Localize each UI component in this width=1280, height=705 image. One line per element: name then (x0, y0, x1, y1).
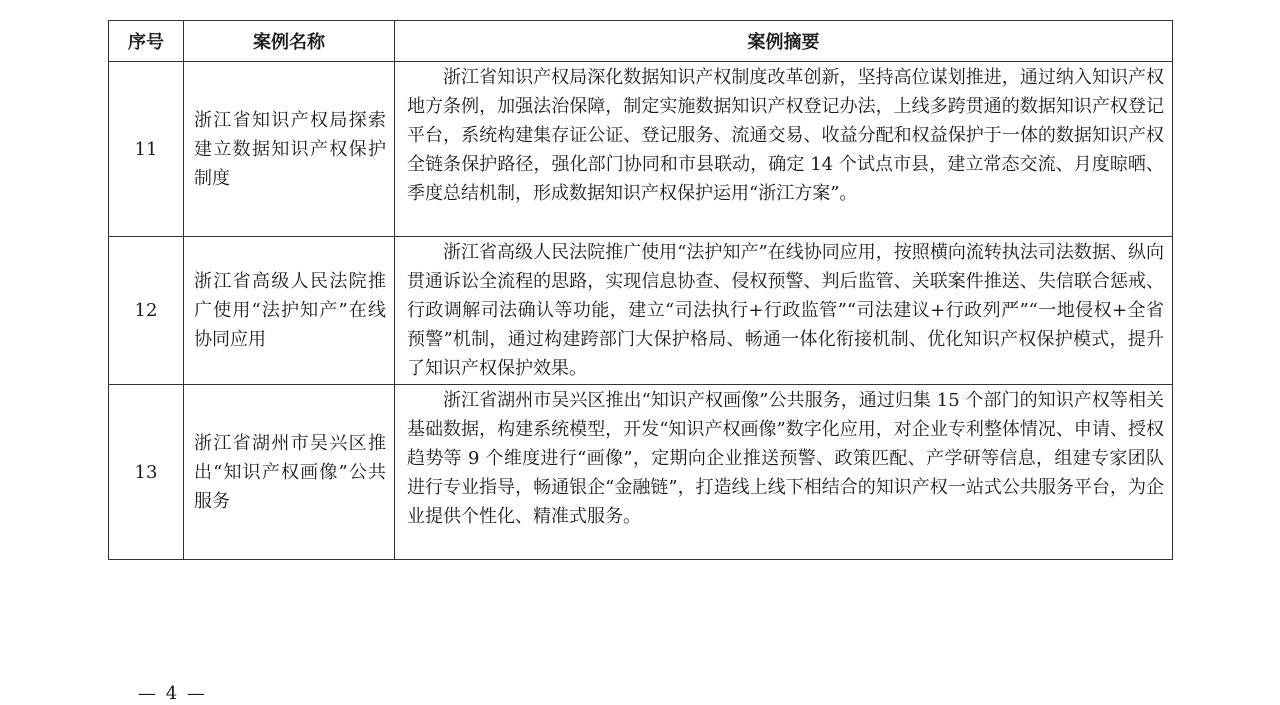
table-row (109, 385, 1173, 560)
row-number: 11 (109, 62, 184, 237)
row-number: 12 (109, 237, 184, 385)
header-case-summary: 案例摘要 (395, 21, 1173, 62)
row-case-name: 浙江省湖州市吴兴区推出“知识产权画像”公共服务 (184, 385, 395, 560)
row-case-name: 浙江省知识产权局探索建立数据知识产权保护制度 (184, 62, 395, 237)
row-case-summary: 浙江省湖州市吴兴区推出“知识产权画像”公共服务，通过归集 15 个部门的知识产权等相关基础数据，构建系统模型，开发“知识产权画像”数字化应用，对企业专利整体情况、申请、授权趋势等 9 个维度进行“画像”，定期向企业推送预警、政策匹配、产学研等信息，组建专家团队进行专业指导，畅通银企“金融链”，打造线上线下相结合的知识产权一站式公共服务平台，为企业提供个性化、精准式服务。 (395, 385, 1173, 560)
case-table (108, 20, 1173, 560)
page-number: — 4 — (138, 683, 207, 704)
table-row (109, 237, 1173, 385)
table-header-row (109, 21, 1173, 62)
row-case-name: 浙江省高级人民法院推广使用“法护知产”在线协同应用 (184, 237, 395, 385)
row-case-summary: 浙江省高级人民法院推广使用“法护知产”在线协同应用，按照横向流转执法司法数据、纵向贯通诉讼全流程的思路，实现信息协查、侵权预警、判后监管、关联案件推送、失信联合惩戒、行政调解司法确认等功能，建立“司法执行+行政监管”“司法建议+行政列严”“一地侵权+全省预警”机制，通过构建跨部门大保护格局、畅通一体化衔接机制、优化知识产权保护模式，提升了知识产权保护效果。 (395, 237, 1173, 385)
row-case-summary: 浙江省知识产权局深化数据知识产权制度改革创新，坚持高位谋划推进，通过纳入知识产权地方条例，加强法治保障，制定实施数据知识产权登记办法，上线多跨贯通的数据知识产权登记平台，系统构建集存证公证、登记服务、流通交易、收益分配和权益保护于一体的数据知识产权全链条保护路径，强化部门协同和市县联动，确定 14 个试点市县，建立常态交流、月度晾晒、季度总结机制，形成数据知识产权保护运用“浙江方案”。 (395, 62, 1173, 237)
header-number: 序号 (109, 21, 184, 62)
table-row (109, 62, 1173, 237)
header-case-name: 案例名称 (184, 21, 395, 62)
row-number: 13 (109, 385, 184, 560)
